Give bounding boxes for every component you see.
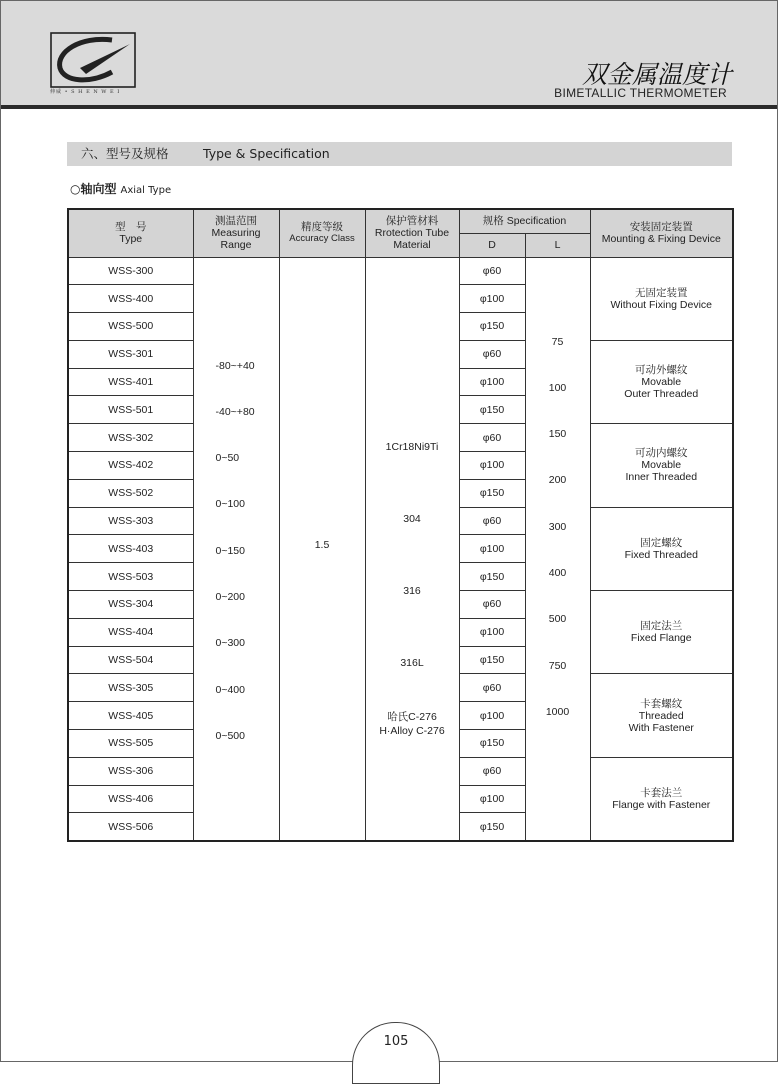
tube-value: 316L [400,656,424,669]
logo-text: 伸威 • S H E N W E I [50,89,121,95]
range-value: -40~+80 [215,405,255,418]
diameter-cell: φ60 [459,507,525,535]
mount-label-cn: 卡套螺纹 [640,697,683,710]
mount-label-en: Movable [641,376,682,389]
length-value: 200 [548,474,567,487]
mount-label-en: Fixed Flange [630,632,692,645]
model-cell: WSS-301 [68,340,193,368]
mount-cell [590,591,733,674]
range-cell [193,257,279,841]
section-title-en: Type & Specification [203,146,330,161]
subsection-title [70,180,171,197]
model-cell: WSS-501 [68,396,193,424]
diameter-cell: φ150 [459,646,525,674]
col-header-type: 型 号 Type [68,209,193,257]
model-cell: WSS-303 [68,507,193,535]
model-cell: WSS-504 [68,646,193,674]
model-cell: WSS-402 [68,452,193,480]
length-cell [525,257,590,841]
length-value: 100 [548,381,567,394]
diameter-cell: φ100 [459,702,525,730]
mount-label-cn: 卡套法兰 [640,787,683,800]
diameter-cell: φ60 [459,424,525,452]
mount-cell [590,257,733,340]
diameter-cell: φ60 [459,340,525,368]
model-cell: WSS-304 [68,591,193,619]
length-value: 500 [548,613,567,626]
company-logo-icon [50,32,136,96]
diameter-cell: φ150 [459,396,525,424]
length-value: 300 [548,520,567,533]
range-value: 0~150 [215,544,245,557]
model-cell: WSS-400 [68,285,193,313]
col-header-l: L [525,233,590,257]
table-row [68,257,733,285]
col-header-range: 测温范围 Measuring Range [193,209,279,257]
model-cell: WSS-506 [68,813,193,841]
mount-label-cn: 可动外螺纹 [635,364,688,377]
mount-label-cn: 固定法兰 [640,620,683,633]
mount-label-en: Fixed Threaded [624,548,698,561]
subsection-title-cn: 轴向型 [80,182,117,196]
model-cell: WSS-405 [68,702,193,730]
tube-cell [365,257,459,841]
mount-cell [590,507,733,590]
diameter-cell: φ100 [459,285,525,313]
mount-label-en: Threaded [638,709,684,722]
model-cell: WSS-503 [68,563,193,591]
model-cell: WSS-305 [68,674,193,702]
diameter-cell: φ100 [459,618,525,646]
col-header-spec: 规格 Specification [459,209,590,233]
model-cell: WSS-401 [68,368,193,396]
model-cell: WSS-505 [68,730,193,758]
length-value: 400 [548,566,567,579]
tube-value: H·Alloy C-276 [379,724,445,737]
diameter-cell: φ150 [459,563,525,591]
diameter-cell: φ60 [459,674,525,702]
circle-marker-icon: ○ [70,182,81,196]
mount-label-en2: Outer Threaded [624,388,699,401]
mount-cell [590,757,733,841]
range-value: 0~400 [215,683,245,696]
tube-value: 316 [403,584,421,597]
col-header-d: D [459,233,525,257]
range-value: -80~+40 [215,359,255,372]
diameter-cell: φ60 [459,757,525,785]
mount-cell [590,674,733,757]
mount-label-cn: 无固定装置 [635,286,688,299]
mount-label-en: Movable [641,459,682,472]
model-cell: WSS-404 [68,618,193,646]
mount-label-en2: Inner Threaded [625,471,698,484]
diameter-cell: φ100 [459,535,525,563]
model-cell: WSS-406 [68,785,193,813]
mount-cell [590,340,733,423]
col-header-tube: 保护管材料 Rrotection Tube Material [365,209,459,257]
length-value: 150 [548,428,567,441]
model-cell: WSS-300 [68,257,193,285]
diameter-cell: φ150 [459,479,525,507]
tube-value: 哈氏C-276 [387,710,437,723]
mount-label-en: Flange with Fastener [612,799,711,812]
mount-cell [590,424,733,507]
subsection-title-en: Axial Type [120,185,172,196]
mount-label-en2: With Fastener [628,721,694,734]
col-header-accuracy: 精度等级 Accuracy Class [279,209,365,257]
diameter-cell: φ100 [459,452,525,480]
mount-label-cn: 可动内螺纹 [635,447,688,460]
diameter-cell: φ150 [459,813,525,841]
header-rule [1,105,777,109]
diameter-cell: φ60 [459,257,525,285]
length-value: 750 [548,659,567,672]
range-value: 0~300 [215,637,245,650]
section-title-cn: 六、型号及规格 [81,146,169,161]
range-value: 0~200 [215,590,245,603]
model-cell: WSS-502 [68,479,193,507]
header-title-en: BIMETALLIC THERMOMETER [554,86,727,100]
diameter-cell: φ60 [459,591,525,619]
model-cell: WSS-306 [68,757,193,785]
model-cell: WSS-500 [68,313,193,341]
mount-label-en: Without Fixing Device [610,298,713,311]
diameter-cell: φ100 [459,368,525,396]
length-value: 1000 [545,705,570,718]
diameter-cell: φ150 [459,313,525,341]
tube-value: 304 [403,512,421,525]
accuracy-cell: 1.5 [279,257,365,841]
section-title-bar [67,142,732,166]
diameter-cell: φ100 [459,785,525,813]
mount-label-cn: 固定螺纹 [640,536,683,549]
header-title-cn: 双金属温度计 [581,60,732,89]
page-number: 105 [352,1022,440,1084]
col-header-mount: 安装固定装置 Mounting & Fixing Device [590,209,733,257]
range-value: 0~500 [215,729,245,742]
tube-value: 1Cr18Ni9Ti [385,440,439,453]
model-cell: WSS-403 [68,535,193,563]
range-value: 0~100 [215,498,245,511]
diameter-cell: φ150 [459,730,525,758]
length-value: 75 [551,335,564,348]
spec-table [67,208,734,842]
model-cell: WSS-302 [68,424,193,452]
range-value: 0~50 [215,452,240,465]
